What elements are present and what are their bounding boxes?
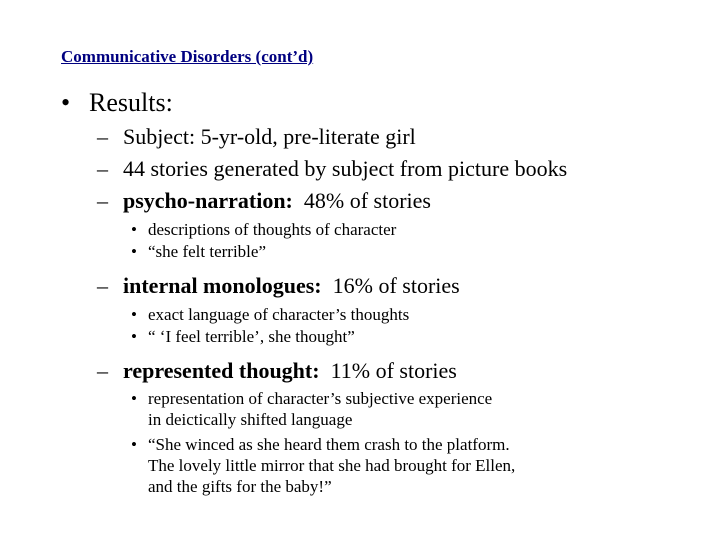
psycho-sub-item [131, 219, 396, 240]
internal-sub-text: exact language of character’s thoughts [148, 305, 410, 324]
psycho-sub-item [131, 241, 266, 262]
internal-monologues-term: internal monologues: [123, 273, 322, 298]
bullet-marker: • [131, 389, 137, 408]
internal-monologues-item [97, 270, 460, 302]
dash-marker: – [97, 358, 108, 383]
stories-item [97, 153, 567, 185]
bullet-marker: • [131, 435, 137, 454]
represented-sub-text-line: representation of character’s subjective experience [148, 389, 493, 408]
psycho-narration-term: psycho-narration: [123, 188, 293, 213]
dash-marker: – [97, 124, 108, 149]
internal-sub-item [131, 304, 409, 325]
dash-marker: – [97, 188, 108, 213]
internal-sub-item [131, 326, 355, 347]
represented-sub-item [131, 434, 515, 497]
slide-title: Communicative Disorders (cont’d) [61, 47, 314, 66]
represented-thought-item [97, 355, 457, 387]
subject-item [97, 121, 416, 153]
represented-thought-rest: 11% of stories [319, 358, 457, 383]
subject-text: Subject: 5-yr-old, pre-literate girl [123, 124, 416, 149]
stories-text: 44 stories generated by subject from picture books [123, 156, 568, 181]
bullet-marker: • [61, 88, 71, 117]
bullet-marker: • [131, 327, 137, 346]
results-bullet [61, 88, 173, 118]
represented-sub-item [131, 388, 492, 430]
bullet-marker: • [131, 220, 137, 239]
bullet-marker: • [131, 242, 137, 261]
represented-sub-text-line: and the gifts for the baby!” [148, 477, 332, 496]
results-label: Results: [89, 88, 173, 117]
psycho-sub-text: “she felt terrible” [148, 242, 266, 261]
dash-marker: – [97, 156, 108, 181]
psycho-narration-rest: 48% of stories [292, 188, 431, 213]
represented-sub-text-line: The lovely little mirror that she had brought for Ellen, [148, 456, 516, 475]
dash-marker: – [97, 273, 108, 298]
bullet-marker: • [131, 305, 137, 324]
psycho-narration-item [97, 185, 431, 217]
psycho-sub-text: descriptions of thoughts of character [148, 220, 397, 239]
internal-sub-text: “ ‘I feel terrible’, she thought” [148, 327, 355, 346]
represented-sub-text-line: “She winced as she heard them crash to the platform. [148, 435, 510, 454]
internal-monologues-rest: 16% of stories [321, 273, 460, 298]
represented-thought-term: represented thought: [123, 358, 320, 383]
represented-sub-text-line: in deictically shifted language [148, 410, 353, 429]
